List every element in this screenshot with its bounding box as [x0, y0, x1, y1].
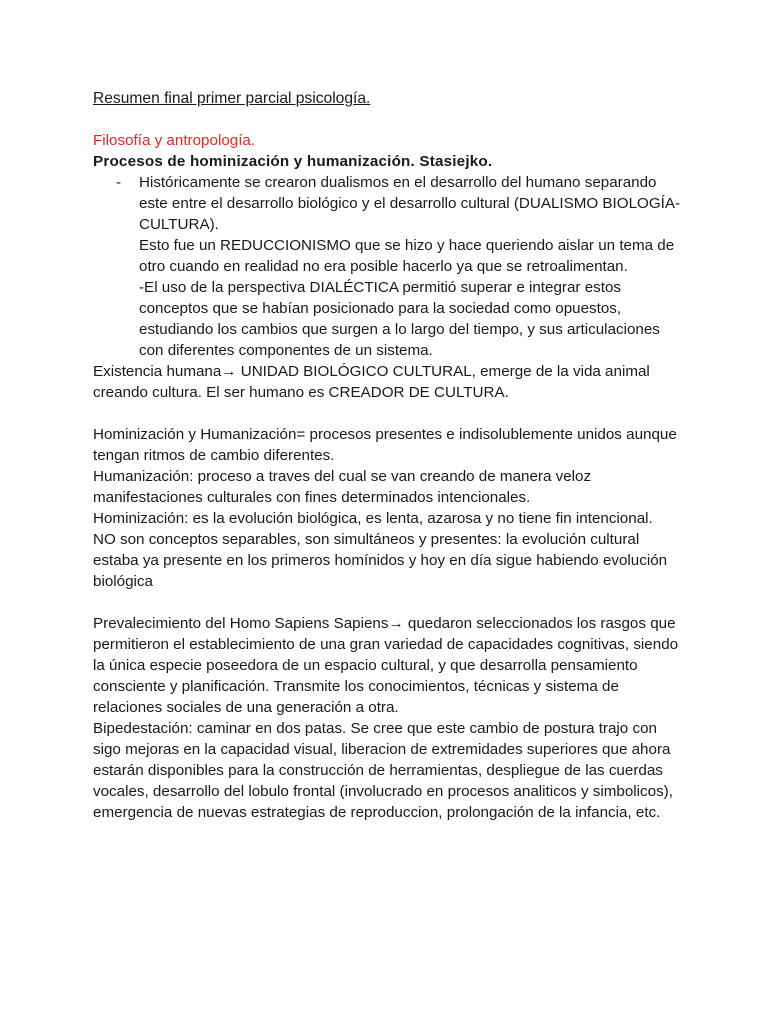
paragraph-hominizacion-humanizacion: Hominización y Humanización= procesos presentes e indisolublemente unidos aunque tengan ritmos de cambio diferentes. — [93, 426, 677, 464]
spacer — [93, 403, 683, 424]
document-title: Resumen final primer parcial psicología. — [93, 90, 371, 107]
spacer — [93, 109, 683, 130]
bullet-paragraph-dialectica: -El uso de la perspectiva DIALÉCTICA permitió superar e integrar estos conceptos que se habían posicionado para la sociedad como opuestos, estudiando los cambios que surgen a lo largo del tiempo, y sus articulaciones con diferentes componentes de un sistema. — [139, 279, 660, 359]
paragraph-no-separables: NO son conceptos separables, son simultáneos y presentes: la evolución cultural estaba ya presente en los primeros homínidos y hoy en día sigue habiendo evolución biológica — [93, 531, 668, 590]
bullet-paragraph-reduccionismo: Esto fue un REDUCCIONISMO que se hizo y hace queriendo aislar un tema de otro cuando en realidad no era posible hacerlo ya que se retroalimentan. — [139, 237, 675, 275]
topic-subtitle: Procesos de hominización y humanización. Stasiejko. — [93, 153, 493, 170]
bullet-paragraph-dualismo: Históricamente se crearon dualismos en el desarrollo del humano separando este entre el desarrollo biológico y el desarrollo cultural (DUALISMO BIOLOGÍA-CULTURA). — [139, 174, 681, 233]
bullet-item — [93, 172, 683, 361]
bullet-marker: - — [116, 174, 122, 191]
spacer — [93, 592, 683, 613]
paragraph-existencia: Existencia humana→ UNIDAD BIOLÓGICO CULTURAL, emerge de la vida animal creando cultura. El ser humano es CREADOR DE CULTURA. — [93, 363, 650, 401]
document-page — [93, 88, 683, 823]
section-heading: Filosofía y antropología. — [93, 132, 256, 149]
paragraph-humanizacion: Humanización: proceso a traves del cual se van creando de manera veloz manifestaciones culturales con fines determinados intencionales. — [93, 468, 592, 506]
paragraph-hominizacion: Hominización: es la evolución biológica, es lenta, azarosa y no tiene fin intencional. — [93, 510, 653, 527]
paragraph-bipedestacion: Bipedestación: caminar en dos patas. Se cree que este cambio de postura trajo con sigo mejoras en la capacidad visual, liberacion de extremidades superiores que ahora estarán disponibles para la construcción de herramientas, despliegue de las cuerdas vocales, desarrollo del lobulo frontal (involucrado en procesos analiticos y simbolicos), emergencia de nuevas estrategias de reproduccion, prolongación de la infancia, etc. — [93, 720, 673, 821]
paragraph-prevalecimiento: Prevalecimiento del Homo Sapiens Sapiens→ quedaron seleccionados los rasgos que permitieron el establecimiento de una gran variedad de capacidades cognitivas, siendo la única especie poseedora de un espacio cultural, y que desarrolla pensamiento consciente y planificación. Transmite los conocimientos, técnicas y sistema de relaciones sociales de una generación a otra. — [93, 615, 679, 716]
